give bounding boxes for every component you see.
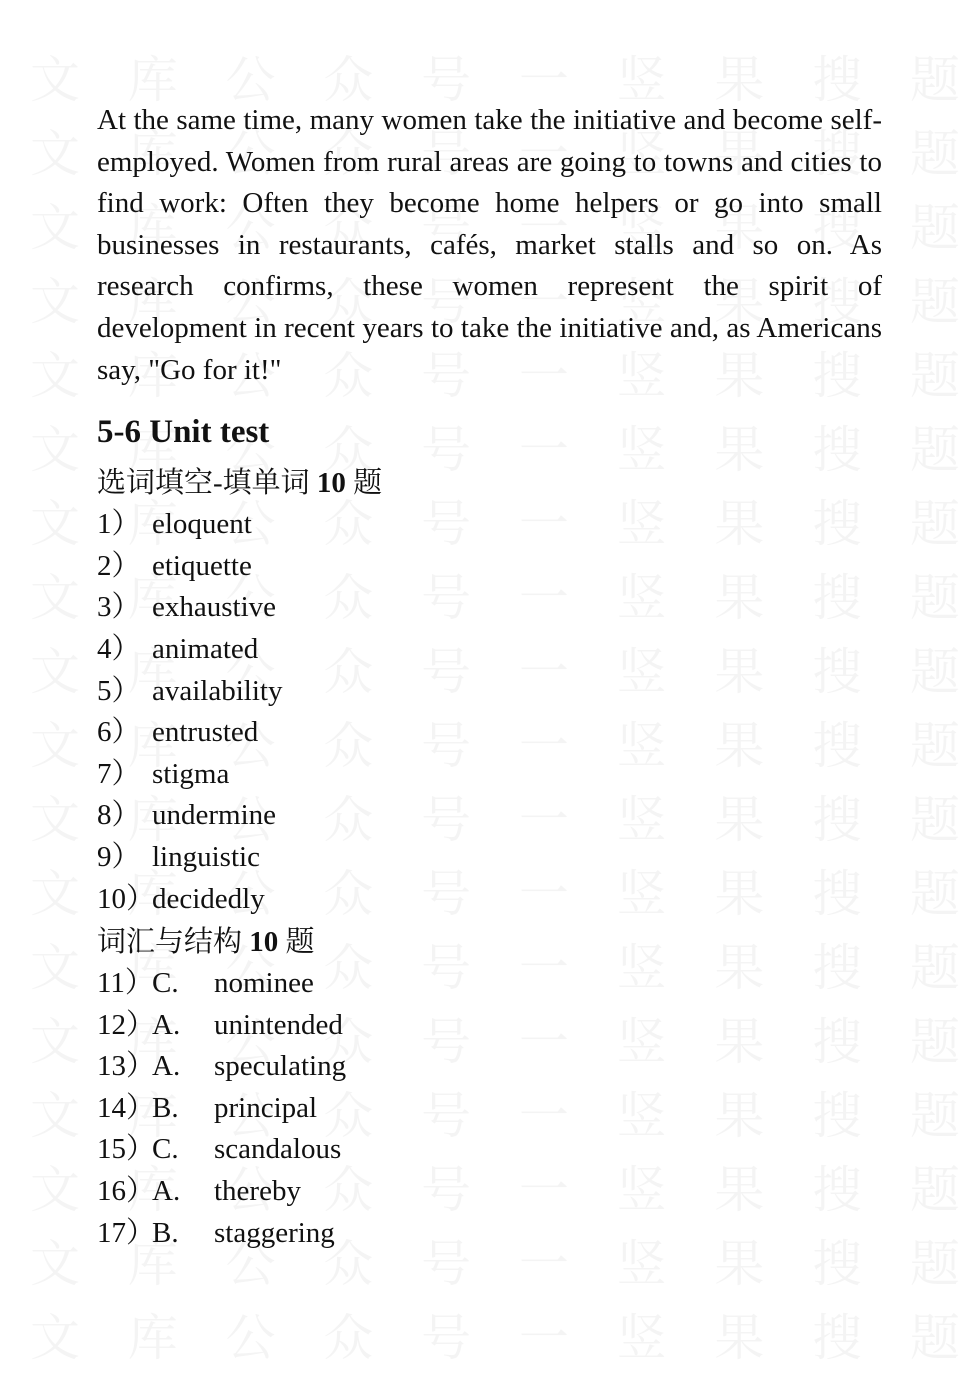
answer-number: 9） [97,840,141,873]
section-title-suffix: 题 [353,467,383,500]
watermark-glyph [910,188,960,258]
fill-in-section [97,463,882,920]
watermark-glyph [128,1298,178,1368]
answer-item [97,1129,882,1171]
answer-word: linguistic [152,840,260,873]
watermark-glyph [910,854,960,924]
watermark-glyph [30,1076,80,1146]
answer-word: thereby [214,1175,301,1208]
answer-word: scandalous [214,1133,342,1166]
section-title-count: 10 [316,467,346,500]
answer-option: B. [152,1216,179,1249]
answer-item [97,1088,882,1130]
section-title-count: 10 [249,926,279,959]
answer-number: 8） [97,799,141,832]
answer-number: 4） [97,632,141,665]
watermark-glyph [30,484,80,554]
answer-item [97,671,882,713]
watermark-glyph [421,1298,471,1368]
answer-item [97,754,882,796]
answer-word: unintended [214,1008,343,1041]
watermark-glyph [910,1150,960,1220]
answer-number: 2） [97,549,141,582]
watermark-glyph [910,484,960,554]
watermark-glyph [30,262,80,332]
watermark-glyph [910,40,960,110]
answer-option: B. [152,1091,179,1124]
vocabulary-structure-section [97,922,882,1254]
answer-option: A. [152,1008,181,1041]
answer-option: C. [152,967,179,1000]
watermark-glyph [910,410,960,480]
answer-number: 12） [97,1008,156,1041]
watermark-glyph [30,336,80,406]
section-title-prefix: 选词填空-填单词 [97,467,310,500]
answer-word: entrusted [152,716,259,749]
watermark-glyph [30,1224,80,1294]
answer-item [97,1171,882,1213]
answer-number: 13） [97,1050,156,1083]
answer-word: principal [214,1091,318,1124]
answer-word: animated [152,632,259,665]
answer-number: 10） [97,882,156,915]
vocabulary-answer-list [97,963,882,1254]
answer-word: decidedly [152,882,265,915]
answer-word: etiquette [152,549,252,582]
watermark-glyph [714,1298,764,1368]
watermark-glyph [30,188,80,258]
answer-number: 14） [97,1091,156,1124]
watermark-glyph [910,928,960,998]
answer-number: 11） [97,967,154,1000]
watermark-glyph [617,1298,667,1368]
answer-option: C. [152,1133,179,1166]
watermark-glyph [30,780,80,850]
answer-item [97,546,882,588]
watermark-glyph [30,632,80,702]
fill-in-section-title [97,463,882,504]
watermark-glyph [910,558,960,628]
answer-number: 17） [97,1216,156,1249]
watermark-glyph [226,1298,276,1368]
watermark-glyph [910,336,960,406]
watermark-glyph [30,1298,80,1368]
answer-item [97,963,882,1005]
watermark-glyph [30,114,80,184]
answer-number: 6） [97,716,141,749]
vocabulary-section-title [97,922,882,963]
watermark-glyph [910,114,960,184]
answer-item [97,879,882,921]
answer-item [97,1213,882,1255]
answer-number: 15） [97,1133,156,1166]
watermark-glyph [910,262,960,332]
answer-word: speculating [214,1050,347,1083]
answer-word: staggering [214,1216,335,1249]
answer-number: 7） [97,757,141,790]
answer-item [97,504,882,546]
answer-option: A. [152,1175,181,1208]
answer-item [97,837,882,879]
answer-word: nominee [214,967,314,1000]
answer-word: undermine [152,799,277,832]
fill-in-answer-list [97,504,882,920]
section-title-prefix: 词汇与结构 [97,926,243,959]
answer-word: availability [152,674,283,707]
watermark-glyph [30,854,80,924]
answer-word: exhaustive [152,591,277,624]
answer-number: 3） [97,591,141,624]
watermark-glyph [30,40,80,110]
answer-number: 5） [97,674,141,707]
watermark-glyph [910,632,960,702]
watermark-glyph [30,1150,80,1220]
answer-number: 1） [97,508,141,541]
section-heading: 5-6 Unit test [97,414,270,451]
answer-item [97,712,882,754]
watermark-glyph [910,706,960,776]
answer-item [97,587,882,629]
answer-item [97,1005,882,1047]
watermark-glyph [812,1298,862,1368]
watermark-row [30,1298,960,1368]
answer-number: 16） [97,1175,156,1208]
watermark-glyph [30,558,80,628]
document-page [97,100,882,1254]
watermark-glyph [910,1298,960,1368]
answer-word: eloquent [152,508,252,541]
answer-word: stigma [152,757,230,790]
watermark-glyph [30,928,80,998]
passage-paragraph: At the same time, many women take the initiative and become self-employed. Women from rural areas are going to towns and cities to find work: Often they become home helpers or go into small businesses in restaurants, cafés, market stalls and so on. As research confirms, these women represent the spirit of development in recent years to take the initiative and, as Americans say, "Go for it!" [97,104,882,386]
answer-option: A. [152,1050,181,1083]
watermark-glyph [30,706,80,776]
watermark-glyph [323,1298,373,1368]
watermark-glyph [910,1002,960,1072]
watermark-glyph [910,1076,960,1146]
answer-item [97,629,882,671]
watermark-glyph [910,780,960,850]
answer-item [97,795,882,837]
watermark-glyph [30,1002,80,1072]
answer-item [97,1046,882,1088]
section-title-suffix: 题 [285,926,315,959]
watermark-glyph [519,1298,569,1368]
watermark-glyph [910,1224,960,1294]
watermark-glyph [30,410,80,480]
